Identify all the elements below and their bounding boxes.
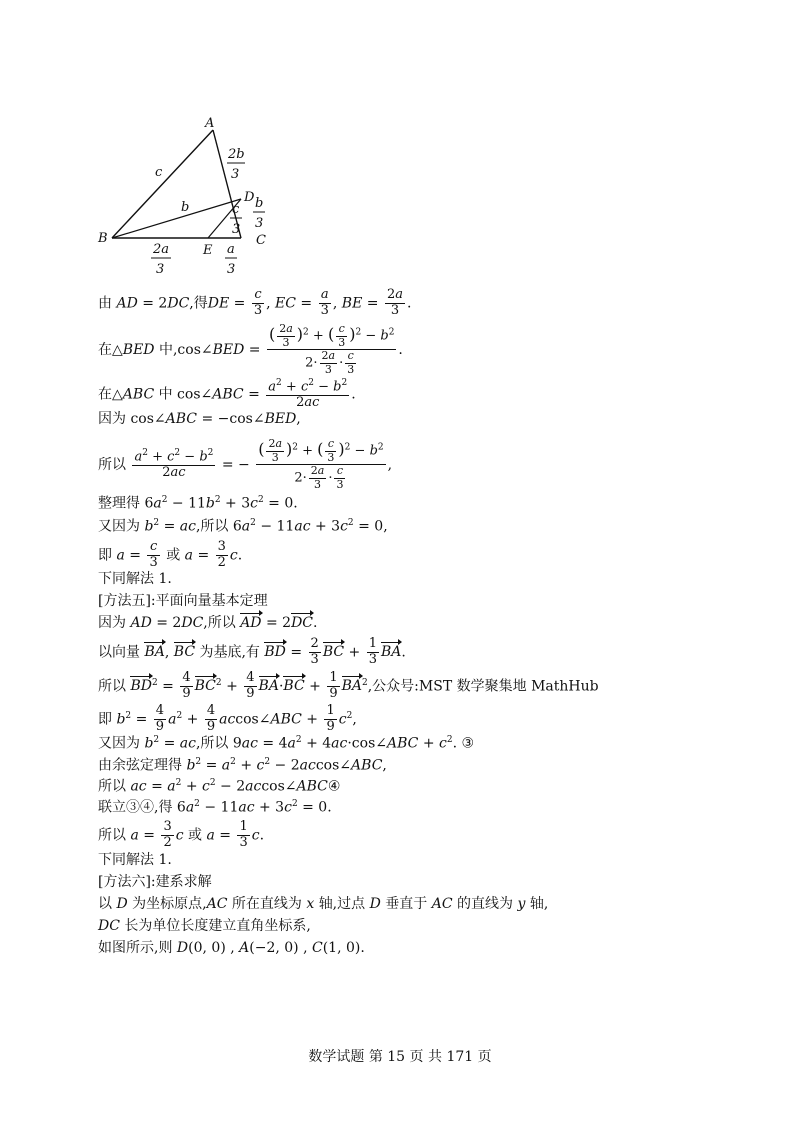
triangle-svg [90, 108, 290, 278]
solution-line-22: 以 D 为坐标原点,AC 所在直线为 x 轴,过点 D 垂直于 AC 的直线为 y 轴, [98, 896, 549, 912]
method-six-heading: [方法六]:建系求解 [98, 874, 212, 890]
solution-line-4: 因为 cos∠ABC = −cos∠BED, [98, 411, 301, 427]
method-five-heading: [方法五]:平面向量基本定理 [98, 593, 268, 609]
label-b: B [98, 231, 108, 246]
solution-line-9: 下同解法 1. [98, 571, 172, 587]
solution-line-13: 所以 $BD^2$ = $\frac{4}{9}$ $BC^2$ + $\frac{4}{9}$ BA·BC + $\frac{1}{9}$ $BA^2$,公众号:MST 数学聚集地 MathHub [98, 670, 599, 701]
frac-b-num: b [255, 196, 264, 211]
solution-line-7: 又因为 $b^2$ = ac,所以 $6a^2 - 11ac + 3c^2 = 0$, [98, 518, 388, 535]
solution-line-6: 整理得 $6a^2 - 11b^2 + 3c^2 = 0$. [98, 495, 298, 512]
frac-b-den: 3 [255, 216, 264, 231]
solution-line-19: 所以 a = $\frac{3}{2}$ c 或 a = $\frac{1}{3}$ c. [98, 819, 265, 850]
frac-2a-den: 3 [156, 262, 165, 277]
frac-a-num: a [227, 242, 235, 257]
triangle-figure [90, 108, 290, 282]
solution-line-14: 即 $b^2$ = $\frac{4}{9}$ $a^2$ + $\frac{4}{9}$ accos∠ABC + $\frac{1}{9}$ $c^2$, [98, 703, 357, 734]
solution-line-11: 因为 AD = 2DC,所以 AD = 2DC. [98, 615, 318, 631]
frac-2b-num: 2b [228, 147, 245, 162]
solution-line-2: 在△BED 中,cos∠BED = ( $\frac{2a}{3}$ )$^2$ + ( $\frac{c}{3}$ )$^2 - b^2$ 2· $\frac{2a}{3}$ · $\frac{c}{3}$ . [98, 322, 403, 376]
solution-line-24: 如图所示,则 D(0, 0) , A(−2, 0) , C(1, 0). [98, 940, 365, 956]
solution-line-5: 所以 $\frac{a^2 + c^2 - b^2}{2ac}$ = − ( $\frac{2a}{3}$ )$^2$ + ( $\frac{c}{3}$ )$^2 - b^2$ 2· $\frac{2a}{3}$ · $\frac{c}{3}$ , [98, 437, 393, 491]
solution-line-8: 即 a = $\frac{c}{3}$ 或 a = $\frac{3}{2}$ c. [98, 539, 243, 570]
frac-a-den: 3 [227, 262, 236, 277]
solution-line-1: 由 AD = 2DC,得DE = $\frac{c}{3}$ , EC = $\frac{a}{3}$ , BE = $\frac{2a}{3}$ . [98, 287, 412, 318]
frac-2a-num: 2a [153, 242, 170, 257]
page-footer: 数学试题 第 15 页 共 171 页 [308, 1049, 492, 1065]
solution-line-3: 在△ABC 中 cos∠ABC = $\frac{a^2 + c^2 - b^2}{2ac}$ . [98, 378, 356, 411]
side-ab [112, 130, 213, 238]
label-d: D [244, 190, 255, 205]
frac-c-num: c [232, 202, 240, 217]
solution-line-12: 以向量 BA, BC 为基底,有 BD = $\frac{2}{3}$ BC + $\frac{1}{3}$ BA. [98, 636, 406, 667]
label-a: A [205, 116, 215, 131]
frac-c-den: 3 [232, 222, 241, 237]
segment-bd [112, 199, 241, 238]
label-e: E [203, 243, 213, 258]
solution-line-18: 联立③④,得 $6a^2 - 11ac + 3c^2 = 0$. [98, 799, 332, 816]
label-side-b: b [181, 200, 190, 215]
solution-line-17: 所以 ac = $a^2 + c^2$ − 2accos∠ABC④ [98, 778, 341, 795]
frac-2b-den: 3 [231, 167, 240, 182]
solution-line-20: 下同解法 1. [98, 852, 172, 868]
solution-line-15: 又因为 $b^2$ = ac,所以 $9ac = 4a^2$ + 4ac·cos∠ABC + $c^2$. ③ [98, 735, 475, 752]
label-side-c: c [155, 165, 163, 180]
solution-line-16: 由余弦定理得 $b^2 = a^2 + c^2$ − 2accos∠ABC, [98, 757, 387, 774]
label-c: C [256, 233, 266, 248]
solution-line-23: DC 长为单位长度建立直角坐标系, [98, 918, 311, 934]
